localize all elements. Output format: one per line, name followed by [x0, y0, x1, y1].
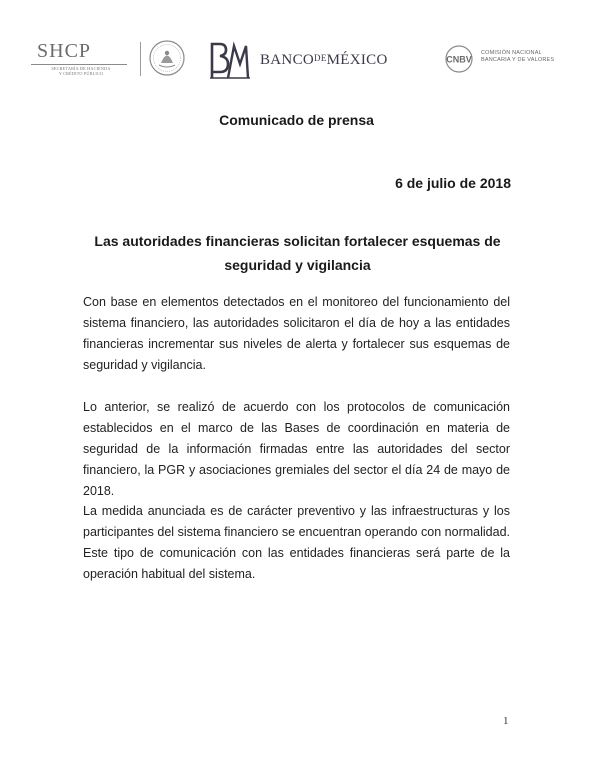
banxico-name-part2: MÉXICO [326, 52, 388, 68]
banxico-wordmark [260, 52, 388, 69]
document-date: 6 de julio de 2018 [395, 175, 511, 191]
body-paragraph-1: Con base en elementos detectados en el monitoreo del funcionamiento del sistema financiero, las autoridades solicitaron el día de hoy a las entidades financieras incrementar sus niveles de alerta y fortalecer sus esquemas de seguridad y vigilancia. [83, 295, 510, 372]
body-paragraph-3: La medida anunciada es de carácter preventivo y las infraestructuras y los participantes del sistema financiero se encuentran operando con normalidad. Este tipo de comunicación con las entidades financieras será parte de la operación habitual del sistema. [83, 504, 510, 581]
page-number: 1 [503, 715, 509, 727]
shcp-separator [140, 42, 141, 76]
banxico-name-part1: BANCO [260, 52, 315, 68]
document-headline: Las autoridades financieras solicitan fortalecer esquemas de seguridad y vigilancia [94, 233, 501, 273]
body-paragraph-2: Lo anterior, se realizó de acuerdo con los protocolos de comunicación establecidos en el marco de las Bases de coordinación en materia de seguridad de la información firmadas entre las autoridades del sector financiero, la PGR y asociaciones gremiales del sector el día 24 de mayo de 2018. [83, 400, 510, 498]
mexico-seal-icon [147, 38, 187, 78]
shcp-logo-rule [31, 64, 127, 65]
banco-de-mexico-logo [208, 40, 398, 82]
banxico-name-de: DE [314, 53, 327, 63]
cnbv-name [481, 50, 554, 64]
shcp-logo-subtitle [33, 66, 129, 76]
shcp-logo-text: SHCP [37, 40, 92, 62]
shcp-logo [27, 40, 187, 80]
cnbv-logo [444, 44, 574, 74]
cnbv-acronym: CNBV [446, 54, 472, 65]
banxico-monogram-icon [208, 40, 252, 82]
document-title: Comunicado de prensa [219, 112, 374, 128]
letterhead [0, 0, 593, 95]
cnbv-name-line1: COMISIÓN NACIONAL [481, 50, 542, 56]
cnbv-emblem-icon [444, 44, 478, 74]
shcp-subtitle-line1: SECRETARÍA DE HACIENDA [51, 66, 111, 71]
shcp-subtitle-line2: Y CRÉDITO PÚBLICO [58, 71, 104, 76]
cnbv-name-line2: BANCARIA Y DE VALORES [481, 57, 555, 63]
